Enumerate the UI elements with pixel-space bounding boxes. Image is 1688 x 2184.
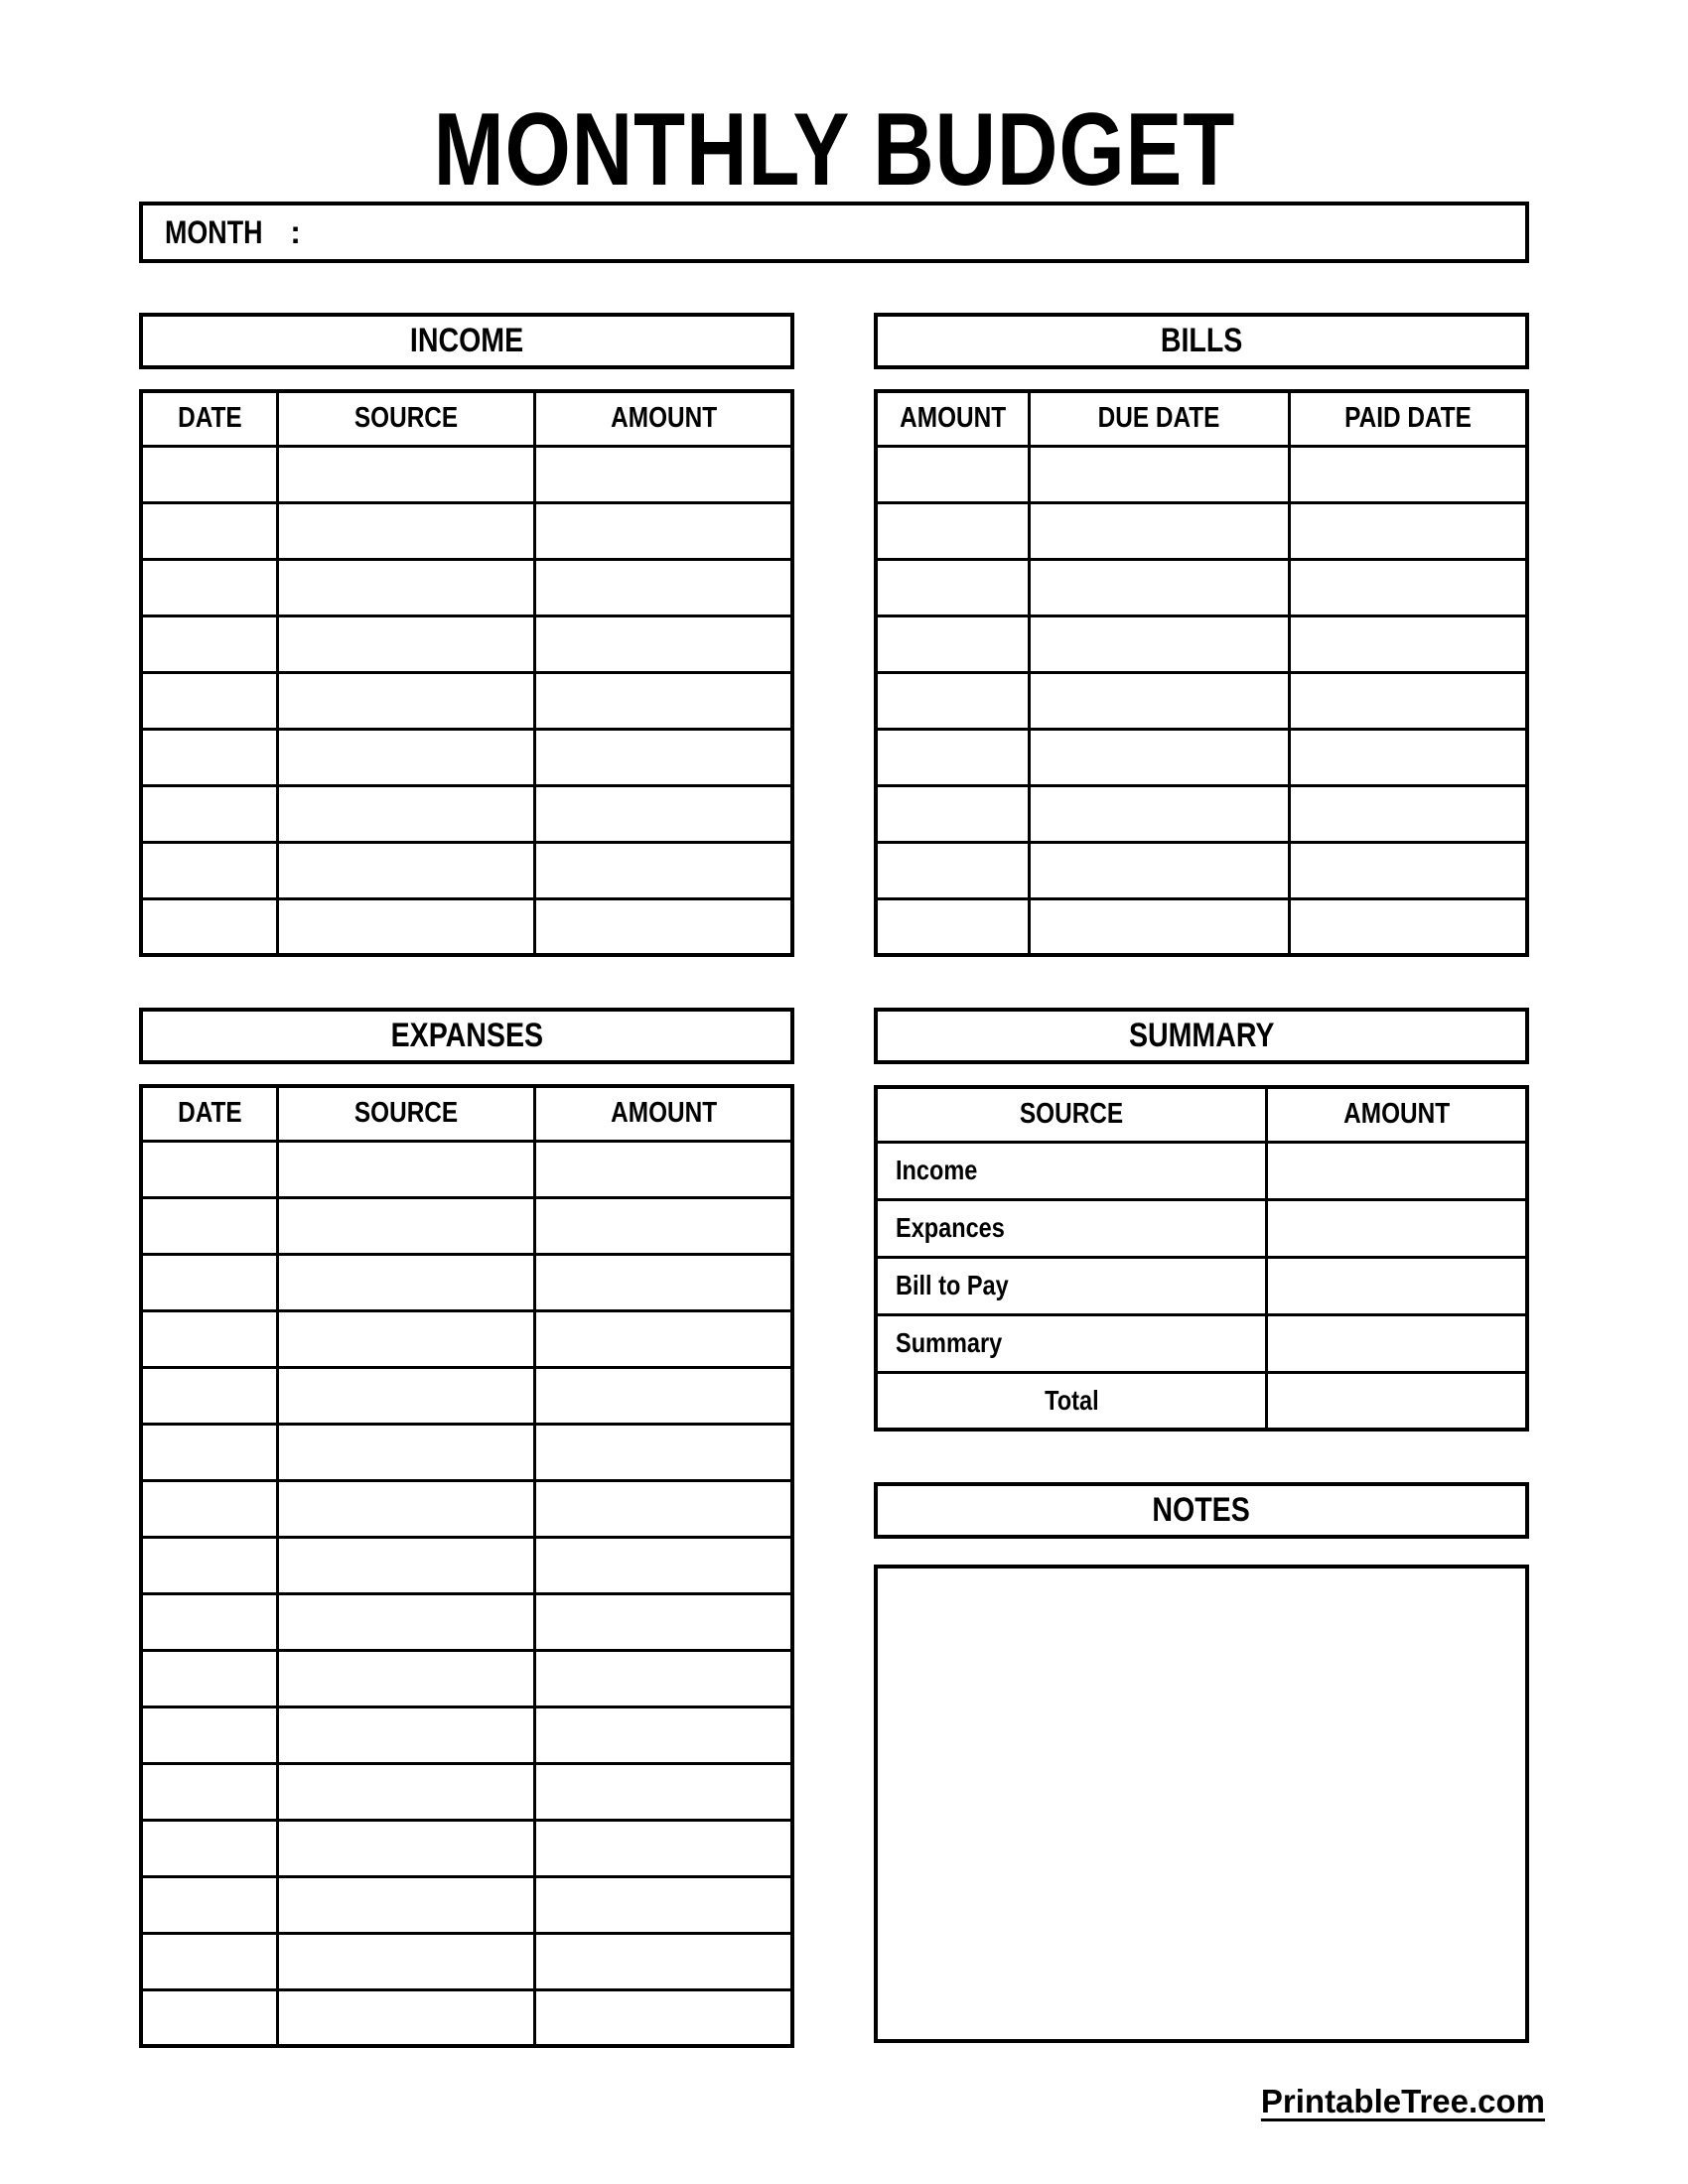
income-title: INCOME xyxy=(409,322,524,359)
table-row xyxy=(141,672,792,729)
empty-cell[interactable] xyxy=(876,502,1029,559)
column-header xyxy=(535,1086,792,1141)
summary-row-label-text: Income xyxy=(896,1155,978,1185)
summary-amount-cell[interactable] xyxy=(1267,1257,1527,1314)
month-box xyxy=(139,202,1529,263)
empty-cell[interactable] xyxy=(535,1876,792,1933)
empty-cell[interactable] xyxy=(1290,842,1527,898)
table-row xyxy=(876,446,1527,502)
table-row xyxy=(141,1933,792,1989)
empty-cell[interactable] xyxy=(141,615,278,672)
empty-cell[interactable] xyxy=(141,1593,278,1650)
empty-cell[interactable] xyxy=(278,1763,535,1820)
empty-cell[interactable] xyxy=(141,1933,278,1989)
empty-cell[interactable] xyxy=(278,729,535,785)
income-table xyxy=(139,389,794,957)
empty-cell[interactable] xyxy=(278,1650,535,1706)
table-row xyxy=(141,842,792,898)
empty-cell[interactable] xyxy=(876,785,1029,842)
empty-cell[interactable] xyxy=(1290,502,1527,559)
empty-cell[interactable] xyxy=(535,1141,792,1197)
empty-cell[interactable] xyxy=(535,1310,792,1367)
empty-cell[interactable] xyxy=(1029,785,1289,842)
empty-cell[interactable] xyxy=(278,785,535,842)
right-column xyxy=(874,313,1529,2043)
bills-title: BILLS xyxy=(1160,322,1243,359)
table-row xyxy=(876,898,1527,955)
header-row xyxy=(141,1086,792,1141)
summary-row xyxy=(876,1199,1527,1257)
empty-cell[interactable] xyxy=(278,1820,535,1876)
empty-cell[interactable] xyxy=(535,729,792,785)
empty-cell[interactable] xyxy=(535,1537,792,1593)
column-header xyxy=(278,1086,535,1141)
empty-cell[interactable] xyxy=(141,1989,278,2046)
summary-row xyxy=(876,1314,1527,1372)
table-row xyxy=(141,1254,792,1310)
table-row xyxy=(141,898,792,955)
empty-cell[interactable] xyxy=(535,1480,792,1537)
notes-area[interactable] xyxy=(874,1565,1529,2043)
summary-row-label xyxy=(876,1142,1267,1199)
empty-cell[interactable] xyxy=(535,1763,792,1820)
empty-cell[interactable] xyxy=(1290,729,1527,785)
month-colon: : xyxy=(290,213,301,250)
table-row xyxy=(876,559,1527,615)
column-header xyxy=(278,391,535,446)
empty-cell[interactable] xyxy=(535,898,792,955)
table-row xyxy=(141,1537,792,1593)
empty-cell[interactable] xyxy=(876,615,1029,672)
empty-cell[interactable] xyxy=(535,559,792,615)
table-row xyxy=(876,502,1527,559)
column-header xyxy=(876,391,1029,446)
table-row xyxy=(876,615,1527,672)
notes-section-header xyxy=(874,1482,1529,1539)
empty-cell[interactable] xyxy=(1029,502,1289,559)
month-input[interactable] xyxy=(301,205,1525,259)
column-header-label: AMOUNT xyxy=(1343,1098,1450,1131)
empty-cell[interactable] xyxy=(141,1650,278,1706)
summary-row xyxy=(876,1257,1527,1314)
bills-section-header xyxy=(874,313,1529,369)
empty-cell[interactable] xyxy=(141,1310,278,1367)
empty-cell[interactable] xyxy=(1029,446,1289,502)
table-row xyxy=(141,1141,792,1197)
empty-cell[interactable] xyxy=(535,672,792,729)
table-row xyxy=(141,1480,792,1537)
summary-row-label-text: Summary xyxy=(896,1327,1003,1358)
table-row xyxy=(876,672,1527,729)
table-row xyxy=(141,615,792,672)
table-row xyxy=(141,1197,792,1254)
empty-cell[interactable] xyxy=(278,1537,535,1593)
summary-row-label xyxy=(876,1199,1267,1257)
empty-cell[interactable] xyxy=(141,729,278,785)
table-row xyxy=(141,559,792,615)
empty-cell[interactable] xyxy=(535,1367,792,1424)
empty-cell[interactable] xyxy=(278,559,535,615)
empty-cell[interactable] xyxy=(535,615,792,672)
column-header-label: AMOUNT xyxy=(610,1097,717,1130)
expanses-table xyxy=(139,1084,794,2048)
table-row xyxy=(141,1876,792,1933)
footer-link[interactable]: PrintableTree.com xyxy=(1260,2083,1545,2119)
empty-cell[interactable] xyxy=(141,1141,278,1197)
summary-table xyxy=(874,1085,1529,1432)
summary-section-header xyxy=(874,1008,1529,1064)
summary-row xyxy=(876,1142,1527,1199)
empty-cell[interactable] xyxy=(1290,785,1527,842)
empty-cell[interactable] xyxy=(1290,672,1527,729)
column-header xyxy=(1029,391,1289,446)
empty-cell[interactable] xyxy=(876,842,1029,898)
empty-cell[interactable] xyxy=(876,729,1029,785)
expanses-section-header xyxy=(139,1008,794,1064)
empty-cell[interactable] xyxy=(876,898,1029,955)
column-header-label: SOURCE xyxy=(1019,1098,1124,1131)
summary-row-label xyxy=(876,1257,1267,1314)
empty-cell[interactable] xyxy=(1029,559,1289,615)
summary-row-label-text: Bill to Pay xyxy=(896,1270,1009,1300)
empty-cell[interactable] xyxy=(278,1197,535,1254)
empty-cell[interactable] xyxy=(141,1480,278,1537)
table-row xyxy=(141,1367,792,1424)
empty-cell[interactable] xyxy=(535,1197,792,1254)
empty-cell[interactable] xyxy=(141,1254,278,1310)
empty-cell[interactable] xyxy=(278,615,535,672)
empty-cell[interactable] xyxy=(1029,729,1289,785)
column-header-label: DATE xyxy=(177,402,242,435)
summary-row-label xyxy=(876,1314,1267,1372)
notes-title: NOTES xyxy=(1152,1491,1251,1529)
empty-cell[interactable] xyxy=(876,446,1029,502)
column-header-label: AMOUNT xyxy=(610,402,717,435)
table-row xyxy=(141,446,792,502)
column-header xyxy=(535,391,792,446)
summary-title: SUMMARY xyxy=(1128,1017,1275,1054)
empty-cell[interactable] xyxy=(278,672,535,729)
expanses-title: EXPANSES xyxy=(390,1017,543,1054)
empty-cell[interactable] xyxy=(876,672,1029,729)
left-column xyxy=(139,313,794,2048)
empty-cell[interactable] xyxy=(141,842,278,898)
empty-cell[interactable] xyxy=(141,898,278,955)
column-header xyxy=(141,1086,278,1141)
empty-cell[interactable] xyxy=(141,1424,278,1480)
empty-cell[interactable] xyxy=(278,842,535,898)
empty-cell[interactable] xyxy=(278,446,535,502)
empty-cell[interactable] xyxy=(278,1254,535,1310)
empty-cell[interactable] xyxy=(1290,446,1527,502)
empty-cell[interactable] xyxy=(278,1706,535,1763)
empty-cell[interactable] xyxy=(1029,842,1289,898)
table-row xyxy=(141,502,792,559)
empty-cell[interactable] xyxy=(141,446,278,502)
table-row xyxy=(876,729,1527,785)
column-header xyxy=(1290,391,1527,446)
empty-cell[interactable] xyxy=(535,1254,792,1310)
table-row xyxy=(141,1989,792,2046)
empty-cell[interactable] xyxy=(1290,615,1527,672)
empty-cell[interactable] xyxy=(535,1424,792,1480)
empty-cell[interactable] xyxy=(141,672,278,729)
table-row xyxy=(141,1424,792,1480)
empty-cell[interactable] xyxy=(278,1876,535,1933)
empty-cell[interactable] xyxy=(278,1593,535,1650)
empty-cell[interactable] xyxy=(1029,672,1289,729)
empty-cell[interactable] xyxy=(535,1706,792,1763)
empty-cell[interactable] xyxy=(535,502,792,559)
empty-cell[interactable] xyxy=(535,1933,792,1989)
empty-cell[interactable] xyxy=(535,1989,792,2046)
empty-cell[interactable] xyxy=(278,898,535,955)
table-row xyxy=(141,1763,792,1820)
empty-cell[interactable] xyxy=(141,1820,278,1876)
empty-cell[interactable] xyxy=(1029,615,1289,672)
column-header-label: SOURCE xyxy=(354,1097,459,1130)
table-row xyxy=(141,1310,792,1367)
empty-cell[interactable] xyxy=(141,559,278,615)
header-row xyxy=(876,1087,1527,1142)
table-row xyxy=(876,842,1527,898)
table-row xyxy=(141,1706,792,1763)
column-header-label: SOURCE xyxy=(354,402,459,435)
empty-cell[interactable] xyxy=(141,1537,278,1593)
summary-row-label xyxy=(876,1372,1267,1430)
column-header xyxy=(1267,1087,1527,1142)
empty-cell[interactable] xyxy=(141,785,278,842)
header-row xyxy=(141,391,792,446)
income-section-header xyxy=(139,313,794,369)
empty-cell[interactable] xyxy=(1290,898,1527,955)
table-row xyxy=(141,1650,792,1706)
column-header-label: DUE DATE xyxy=(1097,402,1220,435)
empty-cell[interactable] xyxy=(278,1141,535,1197)
empty-cell[interactable] xyxy=(535,1650,792,1706)
empty-cell[interactable] xyxy=(535,1593,792,1650)
bills-table xyxy=(874,389,1529,957)
summary-amount-cell[interactable] xyxy=(1267,1372,1527,1430)
empty-cell[interactable] xyxy=(278,1310,535,1367)
empty-cell[interactable] xyxy=(141,1197,278,1254)
empty-cell[interactable] xyxy=(278,1424,535,1480)
empty-cell[interactable] xyxy=(535,1820,792,1876)
summary-amount-cell[interactable] xyxy=(1267,1142,1527,1199)
empty-cell[interactable] xyxy=(278,502,535,559)
empty-cell[interactable] xyxy=(278,1989,535,2046)
page-title-text: MONTHLY BUDGET xyxy=(433,92,1235,207)
empty-cell[interactable] xyxy=(535,842,792,898)
empty-cell[interactable] xyxy=(278,1367,535,1424)
summary-row xyxy=(876,1372,1527,1430)
column-header xyxy=(141,391,278,446)
table-row xyxy=(876,785,1527,842)
empty-cell[interactable] xyxy=(141,502,278,559)
table-row xyxy=(141,785,792,842)
table-row xyxy=(141,1820,792,1876)
table-row xyxy=(141,1593,792,1650)
summary-row-label-text: Total xyxy=(1044,1384,1099,1416)
empty-cell[interactable] xyxy=(535,446,792,502)
empty-cell[interactable] xyxy=(1029,898,1289,955)
empty-cell[interactable] xyxy=(141,1367,278,1424)
empty-cell[interactable] xyxy=(141,1876,278,1933)
empty-cell[interactable] xyxy=(141,1763,278,1820)
page-title xyxy=(139,91,1529,209)
header-row xyxy=(876,391,1527,446)
summary-amount-cell[interactable] xyxy=(1267,1199,1527,1257)
month-label: MONTH xyxy=(165,213,263,250)
empty-cell[interactable] xyxy=(535,785,792,842)
table-row xyxy=(141,729,792,785)
column-header-label: DATE xyxy=(177,1097,242,1130)
column-header xyxy=(876,1087,1267,1142)
summary-row-label-text: Expances xyxy=(896,1212,1005,1243)
summary-amount-cell[interactable] xyxy=(1267,1314,1527,1372)
empty-cell[interactable] xyxy=(141,1706,278,1763)
column-header-label: PAID DATE xyxy=(1344,402,1472,435)
column-header-label: AMOUNT xyxy=(899,402,1006,435)
empty-cell[interactable] xyxy=(278,1933,535,1989)
empty-cell[interactable] xyxy=(876,559,1029,615)
empty-cell[interactable] xyxy=(278,1480,535,1537)
empty-cell[interactable] xyxy=(1290,559,1527,615)
